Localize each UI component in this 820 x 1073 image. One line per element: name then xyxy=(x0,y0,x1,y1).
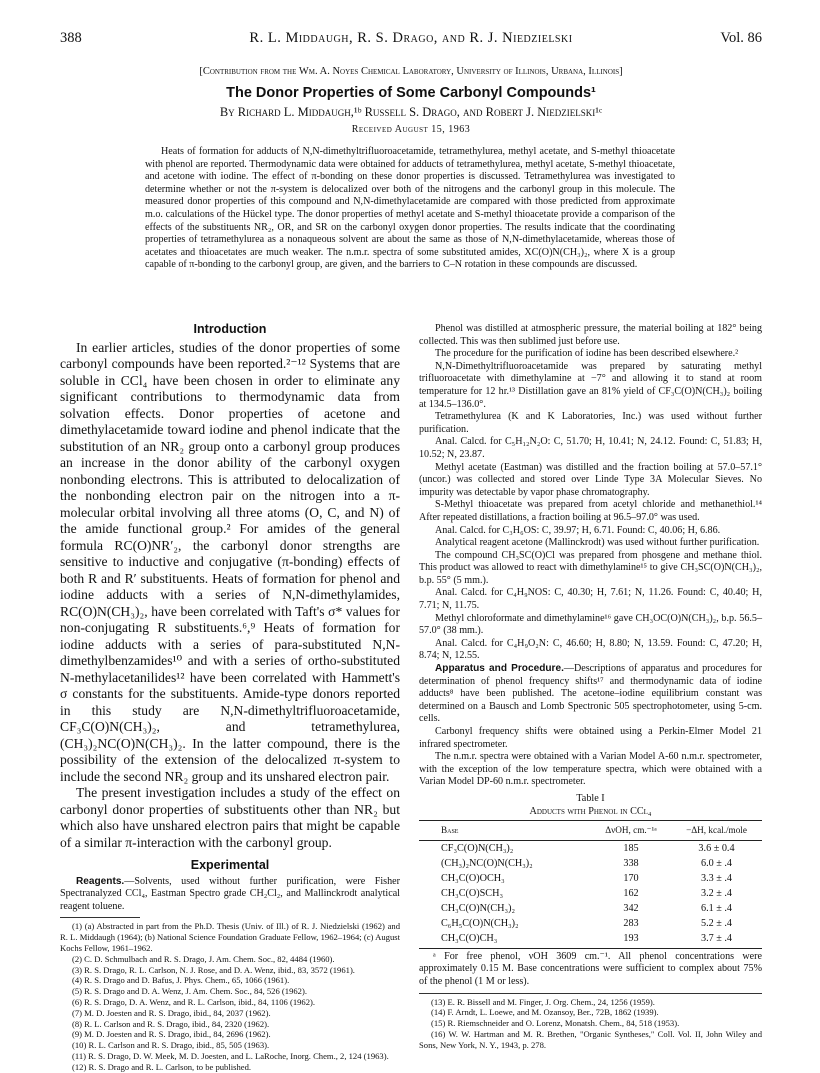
table-row xyxy=(419,902,762,917)
table-title: Table I xyxy=(576,792,605,804)
reagents-label: Reagents. xyxy=(76,875,125,887)
table-cell: CH₃C(O)SCH₃ xyxy=(441,887,504,899)
table-row xyxy=(419,932,762,947)
table-cell: 283 xyxy=(623,917,639,929)
footnote: (13) E. R. Bissell and M. Finger, J. Org. Chem., 24, 1256 (1959). xyxy=(431,996,655,1007)
analysis-paragraph: Anal. Calcd. for C₄H₉O₂N: C, 46.60; H, 8.80; N, 13.59. Found: C, 47.20; H, 8.74; N, 12.55. xyxy=(419,637,762,662)
reagents-paragraph xyxy=(60,876,400,914)
table-row xyxy=(419,842,762,857)
table-cell: CF₃C(O)N(CH₃)₂ xyxy=(441,842,514,854)
footnote: (6) R. S. Drago, D. A. Wenz, and R. L. Carlson, ibid., 84, 1106 (1962). xyxy=(72,997,316,1008)
table-row xyxy=(419,872,762,887)
reagents-text: —Solvents, used without further purification, were Fisher Spectranalyzed CCl₄, Eastman Spectro grade CH₂Cl₂, and Mallinckrodt analytical reagent toluene. xyxy=(60,875,400,912)
footnote: (7) M. D. Joesten and R. S. Drago, ibid., 84, 2037 (1962). xyxy=(72,1007,271,1018)
author-line: By Richard L. Middaugh,¹ᵇ Russell S. Drago, and Robert J. Niedzielski¹ᶜ xyxy=(219,105,603,119)
table-cell: (CH₃)₂NC(O)N(CH₃)₂ xyxy=(441,857,533,869)
phenol-adduct-table xyxy=(419,822,762,947)
contribution-line: [Contribution from the Wm. A. Noyes Chemical Laboratory, University of Illinois, Urbana, Illinois] xyxy=(199,66,623,77)
apparatus-paragraph: The n.m.r. spectra were obtained with a Varian Model A-60 n.m.r. spectrometer, with the exception of the low temperature spectra, which were obtained with a Varian Model DP-60 n.m.r. spectrometer. xyxy=(419,751,762,788)
footnote: (8) R. L. Carlson and R. S. Drago, ibid., 84, 2320 (1962). xyxy=(72,1018,270,1029)
table-header-row xyxy=(419,822,762,839)
volume-label: Vol. 86 xyxy=(720,30,762,46)
table-cell: 162 xyxy=(623,887,639,899)
footnote: (9) M. D. Joesten and R. S. Drago, ibid., 84, 2696 (1962). xyxy=(72,1029,271,1040)
analysis-paragraph: Anal. Calcd. for C₃H₆OS: C, 39.97; H, 6.71. Found: C, 40.06; H, 6.86. xyxy=(435,524,721,536)
footnote: (1) (a) Abstracted in part from the Ph.D. Thesis (Univ. of Ill.) of R. J. Niedzielski (1962) and R. L. Middaugh (1964); (b) National Science Foundation Graduate Fellow, 1962–1964; (c) August Kochs Fellow, 1961–1962. xyxy=(60,921,400,954)
table-cell: 3.6 ± 0.4 xyxy=(698,842,735,854)
footnote: (3) R. S. Drago, R. L. Carlson, N. J. Rose, and D. A. Wenz, ibid., 83, 3572 (1961). xyxy=(72,964,355,975)
experimental-paragraph: Methyl chloroformate and dimethylamine¹⁶ gave CH₃OC(O)N(CH₃)₂, b.p. 56.5–57.0° (38 mm.). xyxy=(419,612,762,637)
abstract: Heats of formation for adducts of N,N-dimethyltrifluoroacetamide, tetramethylurea, methyl acetate, and S-methyl thioacetate with phenol are reported. Thermodynamic data were obtained for adducts of tetramethylurea, methyl acetate, S-methyl thioacetate, and acetone with iodine. The effect of π-bonding on these donor properties is discussed. Tetramethylurea was investigated to determine whether or not the π-system is delocalized over both of the nitrogens and the carbonyl group in this molecule. The measured donor properties of this compound and N,N-dimethylacetamide are compared with those predicted from approximate m.o. calculations of the Hückel type. The donor properties of methyl acetate and S-methyl thioacetate provide a comparison of the effects of the substituents NR₂, OR, and SR on the carbonyl oxygen donor properties. The results indicate that the coordinating properties of tetramethylurea as a nonaqueous solvent are about the same as those of N,N-dimethylacetamide, whereas those of acetates and thioacetates are much weaker. The n.m.r. spectra of some substituted amides, XC(O)N(CH₃)₂, where X is a group capable of π-bonding to the carbonyl group, are given, and the barriers to C–N rotation in these compounds are discussed. xyxy=(145,146,675,271)
experimental-paragraph: Methyl acetate (Eastman) was distilled and the fraction boiling at 57.0–57.1° (uncor.) was collected and stored over Linde Type 3A Molecular Sieves. No impurity was detectable by vapor phase chromatography. xyxy=(419,461,762,498)
table-header: ΔνOH, cm.⁻¹ᵃ xyxy=(605,825,657,836)
table-row xyxy=(419,887,762,902)
table-cell: 3.7 ± .4 xyxy=(700,932,733,944)
right-column xyxy=(419,323,762,1051)
received-date: Received August 15, 1963 xyxy=(351,124,471,135)
table-rule xyxy=(419,820,762,821)
table-cell: 185 xyxy=(623,842,639,854)
table-header: Base xyxy=(441,825,459,836)
apparatus-paragraph xyxy=(419,663,762,726)
table-footnote: ᵃ For free phenol, νOH 3609 cm.⁻¹. All phenol concentrations were approximately 0.15 M. Base concentrations were sufficient to complex about 75% of the phenol (1 M or less). xyxy=(419,950,762,987)
experimental-paragraph: Tetramethylurea (K and K Laboratories, Inc.) was used without further purification. xyxy=(419,411,762,435)
page-number: 388 xyxy=(60,30,82,46)
table-cell: CH₃C(O)N(CH₃)₂ xyxy=(441,902,516,914)
table-cell: 6.0 ± .4 xyxy=(700,857,733,869)
footnote-rule xyxy=(419,993,762,994)
analysis-paragraph: Anal. Calcd. for C₅H₁₂N₂O: C, 51.70; H, 10.41; N, 24.12. Found: C, 51.83; H, 10.52; N, 23.87. xyxy=(419,436,762,460)
table-cell: CH₃C(O)OCH₃ xyxy=(441,872,505,884)
introduction-heading: Introduction xyxy=(193,322,267,336)
table-rule xyxy=(419,948,762,949)
table-cell: 3.3 ± .4 xyxy=(700,872,733,884)
table-cell: 6.1 ± .4 xyxy=(700,902,733,914)
footnotes-right xyxy=(419,997,762,1051)
table-header: −ΔH, kcal./mole xyxy=(686,825,747,836)
table-cell: 170 xyxy=(623,872,639,884)
table-cell: C₆H₅C(O)N(CH₃)₂ xyxy=(441,917,519,929)
article-title: The Donor Properties of Some Carbonyl Compounds¹ xyxy=(226,85,596,101)
table-cell: 338 xyxy=(623,857,639,869)
experimental-paragraph: The compound CH₃SC(O)Cl was prepared from phosgene and methane thiol. This product was allowed to react with dimethylamine¹⁵ to give CH₃SC(O)N(CH₃)₂, b.p. 55° (5 mm.). xyxy=(419,549,762,586)
running-head-authors: R. L. Middaugh, R. S. Drago, and R. J. Niedzielski xyxy=(249,30,573,46)
apparatus-paragraph: Carbonyl frequency shifts were obtained using a Perkin-Elmer Model 21 infrared spectrometer. xyxy=(419,726,762,750)
experimental-paragraph: S-Methyl thioacetate was prepared from acetyl chloride and methanethiol.¹⁴ After repeated distillations, a fraction boiling at 96.5–97.0° was used. xyxy=(419,499,762,523)
intro-paragraph: In earlier articles, studies of the donor properties of some carbonyl compounds have been reported.²⁻¹² Systems that are soluble in CCl₄ have been chosen in order to eliminate any significant contributions to thermodynamic data from solvation effects. Donor properties of acetone and dimethylacetamide toward iodine and phenol indicate that the substitution of an NR₂ group onto a carbonyl group produces an increase in the donor ability of the carbonyl oxygen nonbonding electrons. This is attributed to delocalization of the nonbonding electron pair on the nitrogen into a π-molecular orbital involving all three atoms (O, C, and N) of the amide functional group.² For amides of the general formula RC(O)NR′₂, the carbonyl donor strengths are sensitive to inductive and conjugative (π-bonding) effects of both R and R′ substituents. Heats of formation for phenol and iodine adducts with a series of N,N-dimethylamides, RC(O)N(CH₃)₂, have been correlated with Taft's σ* values for non-conjugating R substituents.⁶,⁹ Heats of formation for iodine adducts with a series of para-substituted N,N-dimethylbenzamides¹⁰ and with a series of ortho-substituted N-methylacetanilides¹² have been correlated with Hammett's σ constants for the substituents. Amide-type donors reported in this study are N,N-dimethyltrifluoroacetamide, CF₃C(O)N(CH₃)₂, and tetramethylurea, (CH₃)₂NC(O)N(CH₃)₂. In the latter compound, there is the possibility of the extension of the delocalized π-system to include the second NR₂ group and its unshared electron pair. xyxy=(60,339,400,784)
experimental-paragraph: Analytical reagent acetone (Mallinckrodt) was used without further purification. xyxy=(435,537,760,549)
experimental-paragraph: N,N-Dimethyltrifluoroacetamide was prepared by saturating methyl trifluoroacetate with dimethylamine at −7° and allowing it to stand at room temperature for 12 hr.¹³ Distillation gave an 81% yield of CF₃C(O)N(CH₃)₂ boiling at 134.5–136.0°. xyxy=(419,360,762,410)
footnote-rule xyxy=(60,917,140,918)
table-1 xyxy=(419,793,762,989)
footnote: (11) R. S. Drago, D. W. Meek, M. D. Joesten, and L. LaRoche, Inorg. Chem., 2, 124 (1963). xyxy=(72,1051,389,1062)
footnote: (2) C. D. Schmulbach and R. S. Drago, J. Am. Chem. Soc., 82, 4484 (1960). xyxy=(72,953,335,964)
footnote: (4) R. S. Drago and D. Bafus, J. Phys. Chem., 65, 1066 (1961). xyxy=(72,975,290,986)
footnote: (15) R. Riemschneider and O. Lorenz, Monatsh. Chem., 84, 518 (1953). xyxy=(431,1018,680,1029)
table-caption: Adducts with Phenol in CCl₄ xyxy=(529,805,652,817)
table-cell: 193 xyxy=(623,932,639,944)
experimental-heading: Experimental xyxy=(190,858,270,873)
table-cell: 342 xyxy=(623,902,639,914)
footnote: (5) R. S. Drago and D. A. Wenz, J. Am. Chem. Soc., 84, 526 (1962). xyxy=(72,986,307,997)
experimental-paragraph: Phenol was distilled at atmospheric pressure, the material boiling at 182° being collected. This was then sublimed just before use. xyxy=(419,323,762,347)
analysis-paragraph: Anal. Calcd. for C₄H₉NOS: C, 40.30; H, 7.61; N, 11.26. Found: C, 40.40; H, 7.71; N, 11.75. xyxy=(419,587,762,612)
table-row xyxy=(419,857,762,872)
footnote: (12) R. S. Drago and R. L. Carlson, to be published. xyxy=(72,1061,252,1072)
footnote: (14) F. Arndt, L. Loewe, and M. Ozansoy, Ber., 72B, 1862 (1939). xyxy=(431,1007,659,1018)
table-rule xyxy=(419,840,762,841)
table-row xyxy=(419,917,762,932)
table-cell: 5.2 ± .4 xyxy=(700,917,733,929)
left-column xyxy=(60,323,400,1073)
apparatus-text: —Descriptions of apparatus and procedures for determination of phenol frequency shifts¹⁷ and thermodynamic data of iodine adducts⁸ have been published. The acetone–iodine equilibrium constant was determined on a Bausch and Lomb Spectronic 505 spectrophotometer, using 5-cm. cells. xyxy=(419,663,763,725)
footnotes-left xyxy=(60,921,400,1072)
intro-paragraph: The present investigation includes a study of the effect on carbonyl donor properties of substituents other than NR₂ but which also have unshared electron pairs that might be capable of a similar π-interaction with the carbonyl group. xyxy=(60,785,400,850)
running-head xyxy=(60,30,762,50)
table-cell: 3.2 ± .4 xyxy=(700,887,733,899)
experimental-paragraph: The procedure for the purification of iodine has been described elsewhere.² xyxy=(435,348,739,360)
apparatus-label: Apparatus and Procedure. xyxy=(435,663,564,675)
table-cell: CH₃C(O)CH₃ xyxy=(441,932,498,944)
footnote: (10) R. L. Carlson and R. S. Drago, ibid., 85, 505 (1963). xyxy=(72,1040,270,1051)
footnote: (16) W. W. Hartman and M. R. Brethen, "Organic Syntheses," Coll. Vol. II, John Wiley and Sons, New York, N. Y., 1943, p. 278. xyxy=(419,1028,762,1050)
